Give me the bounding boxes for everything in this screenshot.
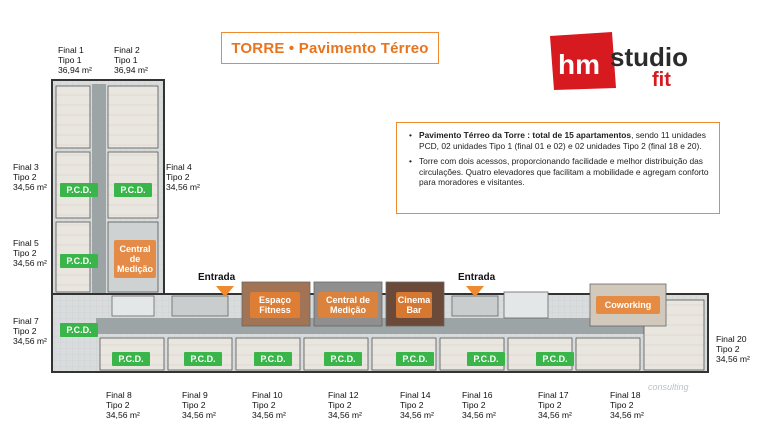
stairs-right [504,292,548,318]
cinema-bar-label: Cinema Bar [396,292,432,318]
info-bold: Pavimento Térreo da Torre : total de 15 apartamentos [419,130,632,140]
lobby-left [172,296,228,316]
logo-hm: hm [558,49,600,80]
stairs-left [112,296,154,316]
pcd-badge-final-7: P.C.D. [60,323,98,337]
apt-final-2 [108,86,158,148]
unit-label-final-10: Final 10 Tipo 2 34,56 m² [252,390,286,420]
pcd-badge-final-5: P.C.D. [60,254,98,268]
unit-label-final-3: Final 3 Tipo 2 34,56 m² [13,162,47,192]
unit-label-final-17: Final 17 Tipo 2 34,56 m² [538,390,572,420]
page-title-text: TORRE • Pavimento Térreo [231,39,429,57]
unit-label-final-4: Final 4 Tipo 2 34,56 m² [166,162,200,192]
unit-label-final-2: Final 2 Tipo 1 36,94 m² [114,45,148,75]
lobby-right [452,296,498,316]
pcd-badge-final-8: P.C.D. [112,352,150,366]
info-rest: , sendo 11 unidades PCD, 02 unidades Tipo 1 (final 01 e 02) e 02 unidades Tipo 2 (final 18 e 20). [419,130,706,151]
logo-studio: studio [610,42,688,72]
entrada-left-arrow-icon [216,286,234,297]
apt-final-1 [56,86,90,148]
pcd-badge-final-17: P.C.D. [536,352,574,366]
pcd-badge-final-3: P.C.D. [60,183,98,197]
entrada-right-arrow-icon [466,286,484,297]
pcd-badge-final-9: P.C.D. [184,352,222,366]
central-medicao-label: Central de Medição [114,240,156,278]
pcd-badge-final-14: P.C.D. [396,352,434,366]
unit-label-final-14: Final 14 Tipo 2 34,56 m² [400,390,434,420]
pcd-badge-final-10: P.C.D. [254,352,292,366]
entrada-left-label: Entrada [198,272,236,283]
unit-label-final-8: Final 8 Tipo 2 34,56 m² [106,390,140,420]
entrada-right-label: Entrada [458,272,496,283]
espaco-fitness-label: Espaço Fitness [250,292,300,318]
unit-label-final-5: Final 5 Tipo 2 34,56 m² [13,238,47,268]
pcd-badge-final-16: P.C.D. [467,352,505,366]
logo-fit: fit [652,69,671,91]
coworking-label: Coworking [596,296,660,314]
central-medicao-2-label: Central de Medição [318,292,378,318]
unit-label-final-20: Final 20 Tipo 2 34,56 m² [716,334,750,364]
unit-label-final-18: Final 18 Tipo 2 34,56 m² [610,390,644,420]
unit-label-final-9: Final 9 Tipo 2 34,56 m² [182,390,216,420]
unit-label-final-16: Final 16 Tipo 2 34,56 m² [462,390,496,420]
apt-final-18 [576,338,640,370]
unit-label-final-7: Final 7 Tipo 2 34,56 m² [13,316,47,346]
info-paragraph-2: • Torre com dois acessos, proporcionando facilidade e melhor distribuição das circulações. Quatro elevadores que facilitam a mobilidade e agregam conforto para moradores e visitantes. [409,156,709,188]
unit-label-final-12: Final 12 Tipo 2 34,56 m² [328,390,362,420]
pcd-badge-final-4: P.C.D. [114,183,152,197]
unit-label-final-1: Final 1 Tipo 1 36,94 m² [58,45,92,75]
pcd-badge-final-12: P.C.D. [324,352,362,366]
watermark: consulting [648,382,689,392]
